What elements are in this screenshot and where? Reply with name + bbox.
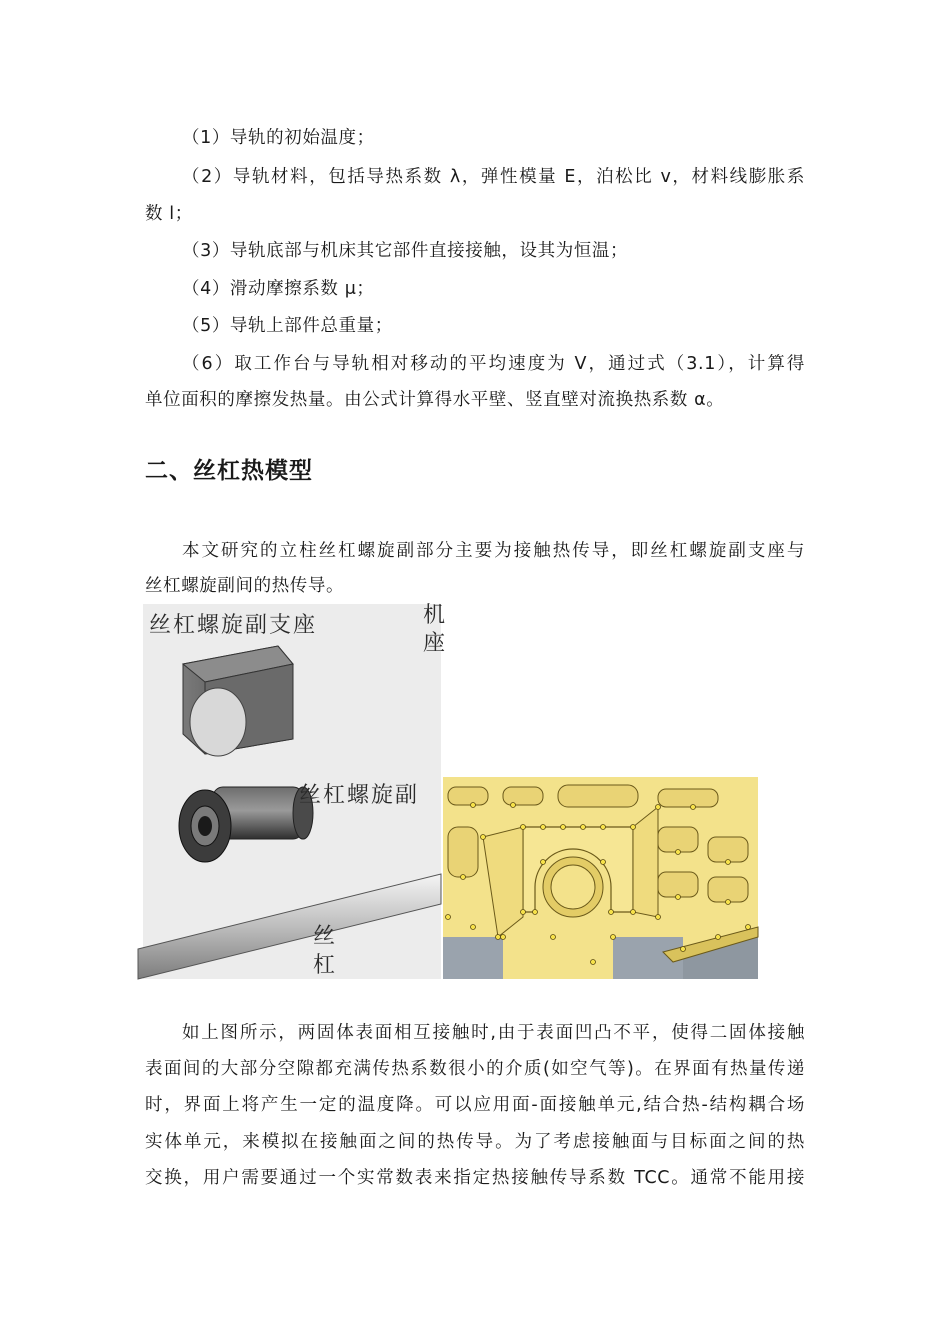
figure-screw-assembly: [143, 603, 448, 979]
section-heading: 二、丝杠热模型: [145, 458, 313, 484]
label-edge-1: 机: [423, 603, 448, 628]
intro-line-2: 丝杠螺旋副间的热传导。: [145, 576, 345, 596]
list-item-6-cont: 单位面积的摩擦发热量。由公式计算得水平壁、竖直壁对流换热系数 α。: [145, 390, 725, 410]
list-item-3: （3）导轨底部与机床其它部件直接接触，设其为恒温；: [182, 241, 629, 261]
intro-line-1: 本文研究的立柱丝杠螺旋副部分主要为接触热传导，即丝杠螺旋副支座与: [182, 541, 805, 561]
body-line-1: 如上图所示，两固体表面相互接触时,由于表面凹凸不平，使得二固体接触: [182, 1023, 805, 1043]
list-item-4: （4）滑动摩擦系数 μ；: [182, 279, 375, 299]
label-screw-nut: 丝杠螺旋副: [299, 783, 420, 808]
body-line-3: 时，界面上将产生一定的温度降。可以应用面-面接触单元,结合热-结构耦合场: [145, 1095, 805, 1115]
cad-model-drawing: [443, 777, 758, 979]
figure-cad-model: [443, 777, 758, 979]
list-item-1: （1）导轨的初始温度；: [182, 128, 375, 148]
label-screw-1: 丝: [313, 924, 338, 949]
list-item-2-cont: 数 l；: [145, 204, 193, 224]
label-edge-2: 座: [423, 631, 448, 656]
label-screw-2: 杠: [313, 953, 338, 978]
list-item-2: （2）导轨材料，包括导热系数 λ，弹性模量 E，泊松比 v，材料线膨胀系: [182, 167, 805, 187]
body-line-2: 表面间的大部分空隙都充满传热系数很小的介质(如空气等)。在界面有热量传递: [145, 1059, 805, 1079]
list-item-6: （6）取工作台与导轨相对移动的平均速度为 V，通过式（3.1），计算得: [182, 354, 805, 374]
list-item-5: （5）导轨上部件总重量；: [182, 316, 393, 336]
body-line-5: 交换，用户需要通过一个实常数表来指定热接触传导系数 TCC。通常不能用接: [145, 1168, 805, 1188]
body-line-4: 实体单元，来模拟在接触面之间的热传导。为了考虑接触面与目标面之间的热: [145, 1132, 805, 1152]
label-screw-support: 丝杠螺旋副支座: [149, 613, 318, 638]
